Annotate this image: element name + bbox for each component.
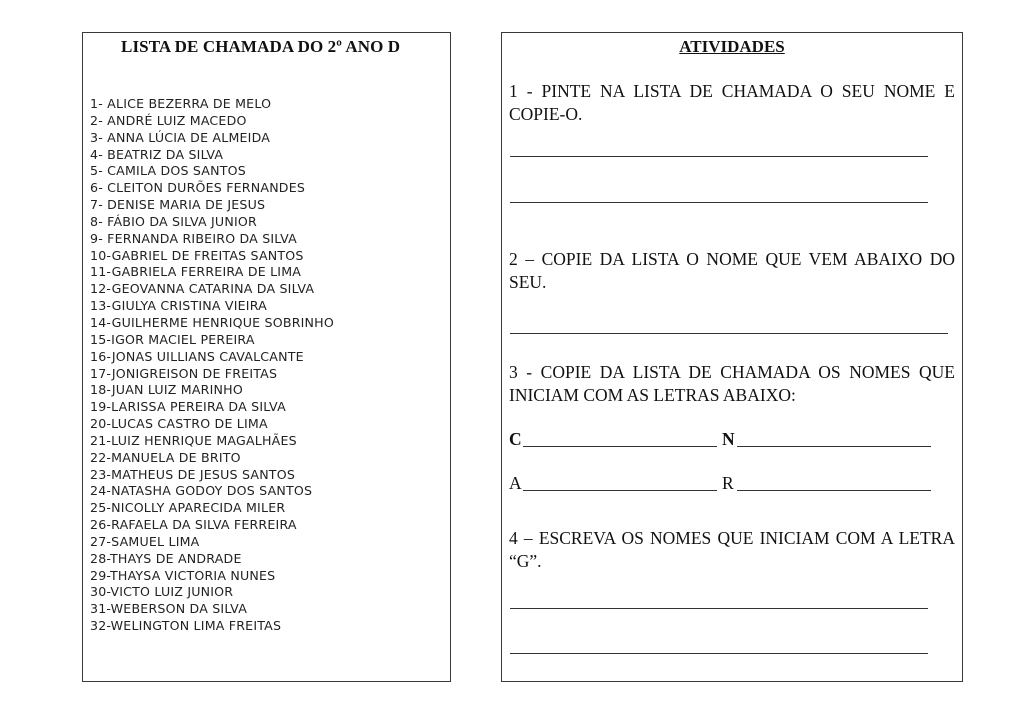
letter-label-c: C xyxy=(509,429,522,449)
list-item: 17-JONIGREISON DE FREITAS xyxy=(90,365,278,381)
activity-4-answer-line-1[interactable] xyxy=(510,608,928,609)
list-item: 1- ALICE BEZERRA DE MELO xyxy=(90,96,272,111)
letter-a-answer-line[interactable] xyxy=(523,490,717,491)
letter-c-answer-line[interactable] xyxy=(523,446,717,447)
list-item: 9- FERNANDA RIBEIRO DA SILVA xyxy=(90,230,297,246)
list-item: 31-WEBERSON DA SILVA xyxy=(90,601,248,617)
list-item: 29-THAYSA VICTORIA NUNES xyxy=(90,567,276,583)
list-item: 24-NATASHA GODOY DOS SANTOS xyxy=(90,483,313,499)
letter-label-a: A xyxy=(509,473,522,493)
list-item: 21-LUIZ HENRIQUE MAGALHÃES xyxy=(90,432,297,448)
list-item: 5- CAMILA DOS SANTOS xyxy=(90,163,246,179)
list-item: 14-GUILHERME HENRIQUE SOBRINHO xyxy=(90,314,334,330)
activity-1-answer-line-2[interactable] xyxy=(510,202,928,203)
list-item: 19-LARISSA PEREIRA DA SILVA xyxy=(90,399,286,415)
list-item: 26-RAFAELA DA SILVA FERREIRA xyxy=(90,517,297,533)
list-item: 22-MANUELA DE BRITO xyxy=(90,449,241,465)
list-item: 2- ANDRÉ LUIZ MACEDO xyxy=(90,112,247,128)
list-item: 27-SAMUEL LIMA xyxy=(90,533,200,549)
list-item: 6- CLEITON DURÕES FERNANDES xyxy=(90,180,306,196)
activity-1-text: 1 - PINTE NA LISTA DE CHAMADA O SEU NOME E COPIE-O. xyxy=(509,81,955,124)
attendance-title: LISTA DE CHAMADA DO 2º ANO D xyxy=(121,37,401,56)
list-item: 8- FÁBIO DA SILVA JUNIOR xyxy=(90,213,257,229)
list-item: 13-GIULYA CRISTINA VIEIRA xyxy=(90,298,267,314)
list-item: 32-WELINGTON LIMA FREITAS xyxy=(90,618,282,634)
activity-2-answer-line[interactable] xyxy=(510,333,948,334)
list-item: 12-GEOVANNA CATARINA DA SILVA xyxy=(90,281,315,297)
activity-1-answer-line-1[interactable] xyxy=(510,156,928,157)
list-item: 20-LUCAS CASTRO DE LIMA xyxy=(90,416,268,432)
letter-label-r: R xyxy=(722,473,734,493)
list-item: 7- DENISE MARIA DE JESUS xyxy=(90,197,266,213)
attendance-list-panel xyxy=(82,32,451,682)
activity-4-text: 4 – ESCREVA OS NOMES QUE INICIAM COM A LETRA “G”. xyxy=(509,528,955,571)
list-item: 10-GABRIEL DE FREITAS SANTOS xyxy=(90,247,304,263)
list-item: 23-MATHEUS DE JESUS SANTOS xyxy=(90,466,296,482)
activity-4-answer-line-2[interactable] xyxy=(510,653,928,654)
activity-3-text: 3 - COPIE DA LISTA DE CHAMADA OS NOMES QUE INICIAM COM AS LETRAS ABAIXO: xyxy=(509,362,955,405)
activities-title: ATIVIDADES xyxy=(679,37,785,56)
letter-r-answer-line[interactable] xyxy=(737,490,931,491)
activity-2-text: 2 – COPIE DA LISTA O NOME QUE VEM ABAIXO DO SEU. xyxy=(509,249,955,292)
list-item: 18-JUAN LUIZ MARINHO xyxy=(90,382,243,398)
student-name-list xyxy=(90,96,334,635)
list-item: 16-JONAS UILLIANS CAVALCANTE xyxy=(90,348,304,364)
list-item: 28-THAYS DE ANDRADE xyxy=(90,550,242,566)
list-item: 3- ANNA LÚCIA DE ALMEIDA xyxy=(90,129,271,145)
list-item: 11-GABRIELA FERREIRA DE LIMA xyxy=(90,264,302,280)
letter-label-n: N xyxy=(722,429,735,449)
activities-panel xyxy=(501,32,963,682)
letter-n-answer-line[interactable] xyxy=(737,446,931,447)
list-item: 25-NICOLLY APARECIDA MILER xyxy=(90,500,286,516)
list-item: 4- BEATRIZ DA SILVA xyxy=(90,146,224,162)
list-item: 30-VICTO LUIZ JUNIOR xyxy=(90,584,234,600)
list-item: 15-IGOR MACIEL PEREIRA xyxy=(90,331,255,347)
